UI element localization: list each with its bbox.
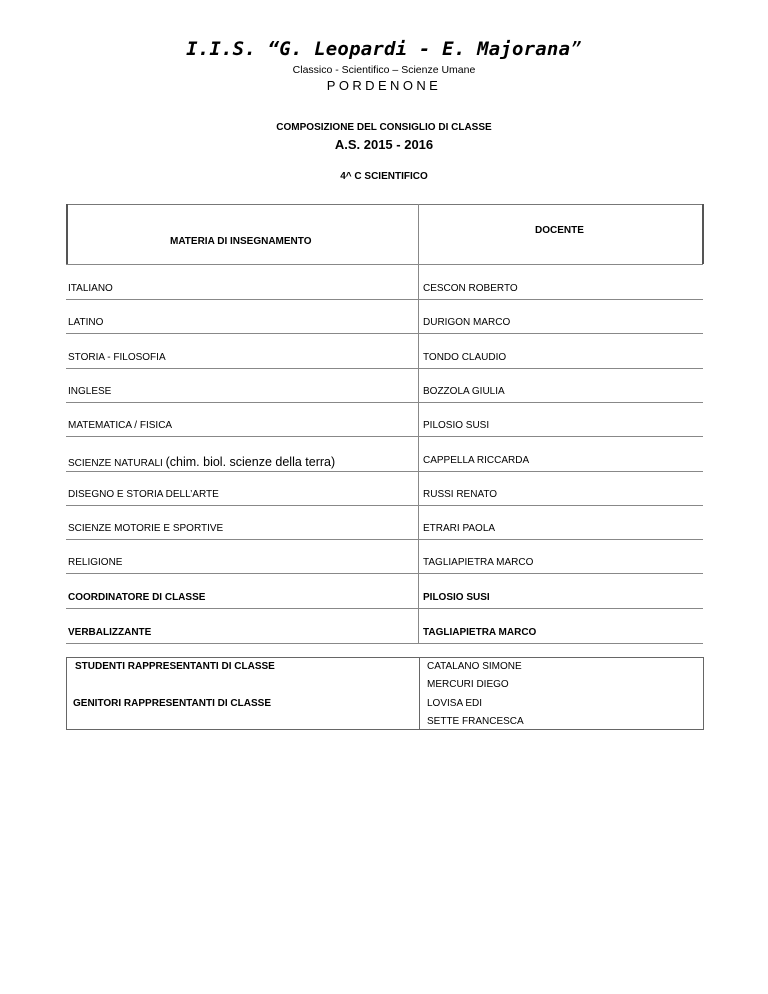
table-row <box>66 518 703 540</box>
row-divider <box>66 299 703 300</box>
document-title: COMPOSIZIONE DEL CONSIGLIO DI CLASSE <box>276 122 492 133</box>
column-divider <box>419 658 420 729</box>
subject-name: DISEGNO E STORIA DELL’ARTE <box>68 489 219 500</box>
school-subtitle: Classico - Scientifico – Scienze Umane <box>292 64 476 76</box>
table-row <box>66 312 703 334</box>
subject-name: RELIGIONE <box>68 557 123 568</box>
representative-name: MERCURI DIEGO <box>427 679 509 690</box>
table-row <box>66 484 703 506</box>
table-border <box>702 204 704 264</box>
subject-name: INGLESE <box>68 386 112 397</box>
column-header-teacher: DOCENTE <box>535 225 584 236</box>
coordinator-label: COORDINATORE DI CLASSE <box>68 592 206 603</box>
table-border <box>66 204 703 205</box>
subject-name: MATEMATICA / FISICA <box>68 420 173 431</box>
row-divider <box>66 402 703 403</box>
coordinator-row <box>66 587 703 609</box>
subject-cell <box>68 455 335 469</box>
school-name <box>0 38 768 60</box>
school-city: PORDENONE <box>326 78 442 93</box>
subject-name: LATINO <box>68 317 104 328</box>
representatives-table <box>66 657 704 730</box>
teacher-cell: ETRARI PAOLA <box>423 523 496 534</box>
students-label: STUDENTI RAPPRESENTANTI DI CLASSE <box>75 661 275 672</box>
row-divider <box>66 436 703 437</box>
parents-label: GENITORI RAPPRESENTANTI DI CLASSE <box>73 698 271 709</box>
row-divider <box>66 539 703 540</box>
subject-cell <box>68 420 172 431</box>
table-row <box>66 278 703 300</box>
subject-name: SCIENZE MOTORIE E SPORTIVE <box>68 523 224 534</box>
table-row <box>66 552 703 574</box>
subject-cell <box>68 386 111 397</box>
row-divider <box>66 471 703 472</box>
teacher-cell: DURIGON MARCO <box>423 317 511 328</box>
teacher-cell: CAPPELLA RICCARDA <box>423 455 530 466</box>
subject-name: SCIENZE NATURALI <box>68 458 163 469</box>
subject-name: STORIA - FILOSOFIA <box>68 352 166 363</box>
secretary-name: TAGLIAPIETRA MARCO <box>423 627 537 638</box>
subject-cell <box>68 523 223 534</box>
teacher-cell: TAGLIAPIETRA MARCO <box>423 557 534 568</box>
table-row <box>66 347 703 369</box>
coordinator-name: PILOSIO SUSI <box>423 592 490 603</box>
row-divider <box>66 368 703 369</box>
class-name: 4^ C SCIENTIFICO <box>340 171 428 182</box>
table-border <box>66 204 68 264</box>
table-row <box>66 381 703 403</box>
table-row <box>66 450 703 472</box>
column-header-subject: MATERIA DI INSEGNAMENTO <box>170 236 312 247</box>
row-divider <box>66 264 703 265</box>
table-row <box>66 415 703 437</box>
teacher-cell: BOZZOLA GIULIA <box>423 386 505 397</box>
teacher-cell: TONDO CLAUDIO <box>423 352 507 363</box>
row-divider <box>66 643 703 644</box>
row-divider <box>66 608 703 609</box>
school-year: A.S. 2015 - 2016 <box>334 137 434 152</box>
council-table <box>66 204 703 644</box>
teacher-cell: CESCON ROBERTO <box>423 283 518 294</box>
representative-name: SETTE FRANCESCA <box>427 716 524 727</box>
subject-cell <box>68 557 122 568</box>
school-name-quote: ” <box>570 38 582 60</box>
subject-note: (chim. biol. scienze della terra) <box>165 455 336 469</box>
subject-cell <box>68 317 103 328</box>
representative-name: CATALANO SIMONE <box>427 661 522 672</box>
teacher-cell: RUSSI RENATO <box>423 489 498 500</box>
row-divider <box>66 573 703 574</box>
subject-cell <box>68 283 113 294</box>
subject-cell <box>68 352 166 363</box>
teacher-cell: PILOSIO SUSI <box>423 420 490 431</box>
subject-cell <box>68 489 219 500</box>
school-name-text: I.I.S. “G. Leopardi - E. Majorana <box>186 38 571 60</box>
secretary-row <box>66 622 703 644</box>
secretary-label: VERBALIZZANTE <box>68 627 152 638</box>
row-divider <box>66 333 703 334</box>
representative-name: LOVISA EDI <box>427 698 483 709</box>
row-divider <box>66 505 703 506</box>
subject-name: ITALIANO <box>68 283 113 294</box>
